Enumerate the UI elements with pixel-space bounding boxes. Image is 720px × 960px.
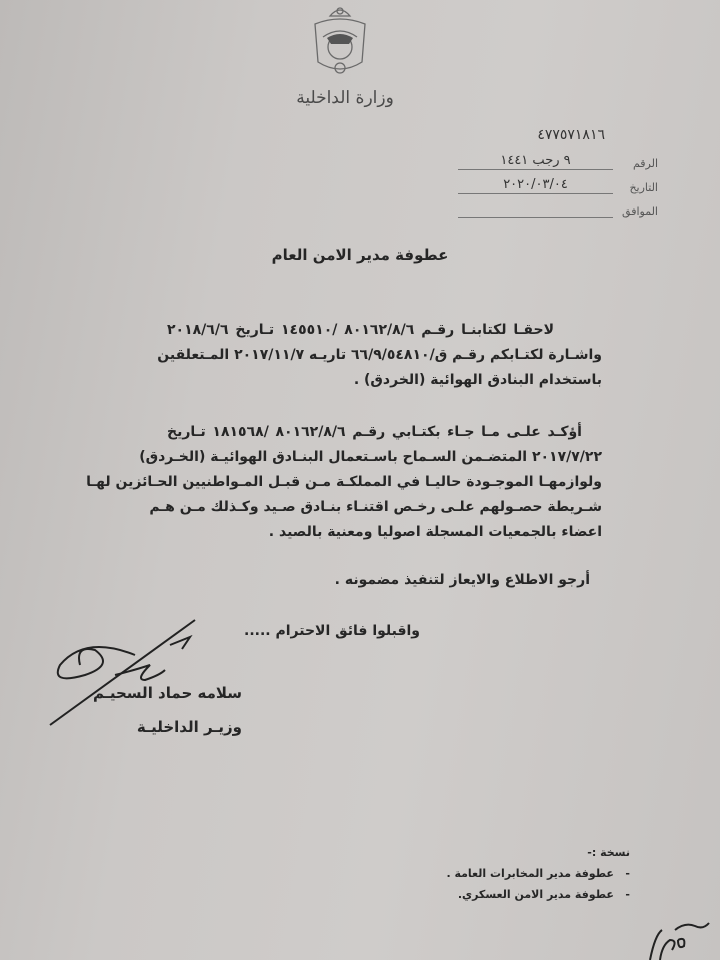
paragraph-line: لاحقـا لكتابنـا رقـم ٨٠١٦٢/٨/٦ /١٤٥٥١٠ تـاريخ ٢٠١٨/٦/٦	[167, 322, 554, 338]
paragraph-line: ٢٠١٧/٧/٢٢ المتضـمن السـماح باسـتعمال البنـادق الهوائيـة (الخـردق)	[139, 449, 602, 465]
addressee: عطوفة مدير الامن العام	[271, 246, 449, 264]
paragraph-line: اعضاء بالجمعيات المسجلة اصوليا ومعنية بالصيد .	[268, 524, 602, 540]
copies-list	[446, 842, 630, 905]
copy-item: - عطوفة مدير المخابرات العامة .	[446, 867, 630, 880]
closing-request: أرجو الاطلاع والايعاز لتنفيذ مضمونه .	[334, 572, 590, 588]
reference-number: ٤٧٧٥٧١٨١٦	[537, 127, 605, 143]
paragraph-line: باستخدام البنادق الهوائية (الخردق) .	[353, 372, 602, 388]
date-value: ٢٠٢٠/٠٣/٠٤	[458, 177, 613, 194]
paragraph-line: واشـارة لكتـابكم رقـم ق/٦٦/٩/٥٤٨١٠ تاريـه ٢٠١٧/١١/٧ المـتعلقين	[157, 347, 602, 363]
closing-regards: واقبلوا فائق الاحترام .....	[244, 623, 420, 639]
copy-item: - عطوفة مدير الامن العسكري.	[457, 888, 630, 901]
signatory-name: سلامه حماد السحيـم	[92, 684, 242, 702]
signatory-title: وزيـر الداخليـة	[136, 718, 242, 736]
paragraph-line: أؤكـد علـى مـا جـاء بكتـابي رقـم ٨٠١٦٢/٨/٦ /١٨١٥٦٨ تـاريخ	[167, 424, 582, 440]
paragraph-line: شـريطة حصـولهم علـى رخـص اقتنـاء بنـادق صـيد وكـذلك مـن هـم	[149, 499, 602, 515]
corresponding-value	[458, 216, 613, 218]
number-value: ٩ رجب ١٤٤١	[458, 153, 613, 170]
date-label: التاريخ	[629, 181, 658, 194]
paragraph-line: ولوازمهـا الموجـودة حاليـا في المملكـة مـن قبـل المـواطنيين الحـائزين لهـا	[86, 474, 602, 490]
paragraph-2	[86, 420, 602, 545]
copy-item-text: عطوفة مدير المخابرات العامة .	[446, 867, 614, 880]
copy-item-text: عطوفة مدير الامن العسكري.	[457, 888, 614, 901]
paragraph-1	[157, 318, 602, 393]
copies-label: نسخة :-	[587, 846, 630, 859]
handwritten-initials	[640, 915, 710, 960]
number-label: الرقم	[632, 157, 658, 170]
ministry-name-logo: وزارة الداخلية	[296, 88, 394, 108]
coat-of-arms-logo	[305, 2, 375, 84]
signature	[20, 615, 205, 735]
reference-block	[458, 146, 658, 218]
corresponding-label: الموافق	[622, 205, 658, 218]
